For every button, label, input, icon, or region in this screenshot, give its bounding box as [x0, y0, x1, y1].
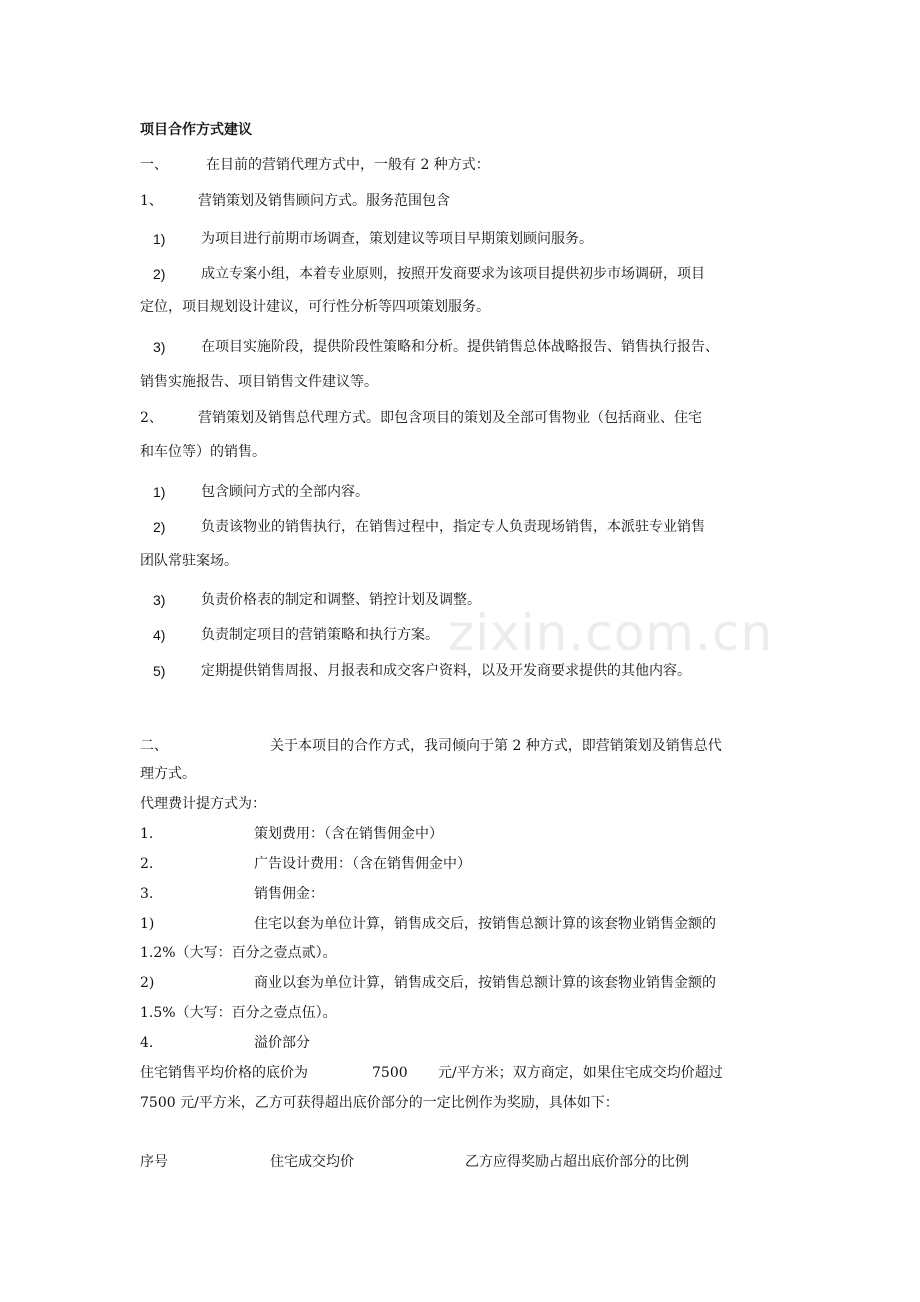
item-number: 1)	[153, 231, 166, 247]
fee-number: 2.	[140, 856, 154, 872]
item-number: 5)	[153, 663, 166, 679]
fee-text: 广告设计费用：（含在销售佣金中）	[254, 856, 471, 872]
commission-text: 住宅以套为单位计算，销售成交后，按销售总额计算的该套物业销售金额的	[254, 916, 716, 932]
item-number: 3)	[153, 592, 166, 608]
fee-text: 策划费用：（含在销售佣金中）	[254, 826, 443, 842]
premium-title: 溢价部分	[254, 1035, 310, 1051]
item-number: 2)	[153, 519, 166, 535]
item-text: 负责制定项目的营销策略和执行方案。	[201, 627, 439, 643]
item-continuation: 团队常驻案场。	[140, 553, 238, 569]
fee-number: 1.	[140, 826, 154, 842]
mode-number: 2、	[140, 410, 163, 426]
mode-continuation: 和车位等）的销售。	[140, 444, 266, 460]
fee-number: 3.	[140, 886, 154, 902]
item-text: 成立专案小组，本着专业原则，按照开发商要求为该项目提供初步市场调研，项目	[201, 266, 705, 282]
item-number: 2)	[153, 266, 166, 282]
fee-heading: 代理费计提方式为：	[140, 796, 266, 812]
item-text: 为项目进行前期市场调查，策划建议等项目早期策划顾问服务。	[201, 231, 593, 247]
section-number: 一、	[140, 157, 168, 173]
premium-number: 4.	[140, 1035, 154, 1051]
table-header: 乙方应得奖励占超出底价部分的比例	[465, 1154, 689, 1170]
table-header: 序号	[140, 1154, 168, 1170]
fee-text: 销售佣金：	[254, 886, 324, 902]
section-continuation: 理方式。	[140, 766, 196, 782]
commission-continuation: 1.5%（大写：百分之壹点伍）。	[140, 1005, 337, 1021]
document-title: 项目合作方式建议	[140, 122, 252, 138]
premium-text: 住宅销售平均价格的底价为	[140, 1065, 308, 1081]
commission-number: 2)	[140, 975, 155, 991]
item-text: 定期提供销售周报、月报表和成交客户资料，以及开发商要求提供的其他内容。	[201, 663, 691, 679]
item-number: 4)	[153, 627, 166, 643]
mode-number: 1、	[140, 193, 163, 209]
watermark: zixin.com.cn	[448, 604, 774, 662]
item-number: 1)	[153, 484, 166, 500]
base-price: 7500	[372, 1065, 408, 1081]
mode-text: 营销策划及销售顾问方式。服务范围包含	[198, 193, 450, 209]
item-text: 负责该物业的销售执行，在销售过程中，指定专人负责现场销售，本派驻专业销售	[201, 519, 705, 535]
commission-continuation: 1.2%（大写：百分之壹点贰）。	[140, 945, 337, 961]
commission-text: 商业以套为单位计算，销售成交后，按销售总额计算的该套物业销售金额的	[254, 975, 716, 991]
section-text: 在目前的营销代理方式中，一般有 2 种方式：	[206, 157, 490, 173]
mode-text: 营销策划及销售总代理方式。即包含项目的策划及全部可售物业（包括商业、住宅	[198, 410, 702, 426]
section-text: 关于本项目的合作方式，我司倾向于第 2 种方式，即营销策划及销售总代	[270, 738, 722, 754]
premium-continuation: 7500 元/平方米，乙方可获得超出底价部分的一定比例作为奖励，具体如下：	[140, 1095, 619, 1111]
item-text: 包含顾问方式的全部内容。	[201, 484, 369, 500]
item-text: 在项目实施阶段，提供阶段性策略和分析。提供销售总体战略报告、销售执行报告、	[201, 339, 719, 355]
item-text: 负责价格表的制定和调整、销控计划及调整。	[201, 592, 481, 608]
premium-text-cont: 元/平方米；双方商定，如果住宅成交均价超过	[438, 1065, 723, 1081]
item-continuation: 销售实施报告、项目销售文件建议等。	[140, 374, 378, 390]
section-number: 二、	[140, 738, 168, 754]
commission-number: 1)	[140, 916, 155, 932]
item-number: 3)	[153, 339, 166, 355]
table-header: 住宅成交均价	[270, 1154, 354, 1170]
item-continuation: 定位，项目规划设计建议，可行性分析等四项策划服务。	[140, 299, 490, 315]
